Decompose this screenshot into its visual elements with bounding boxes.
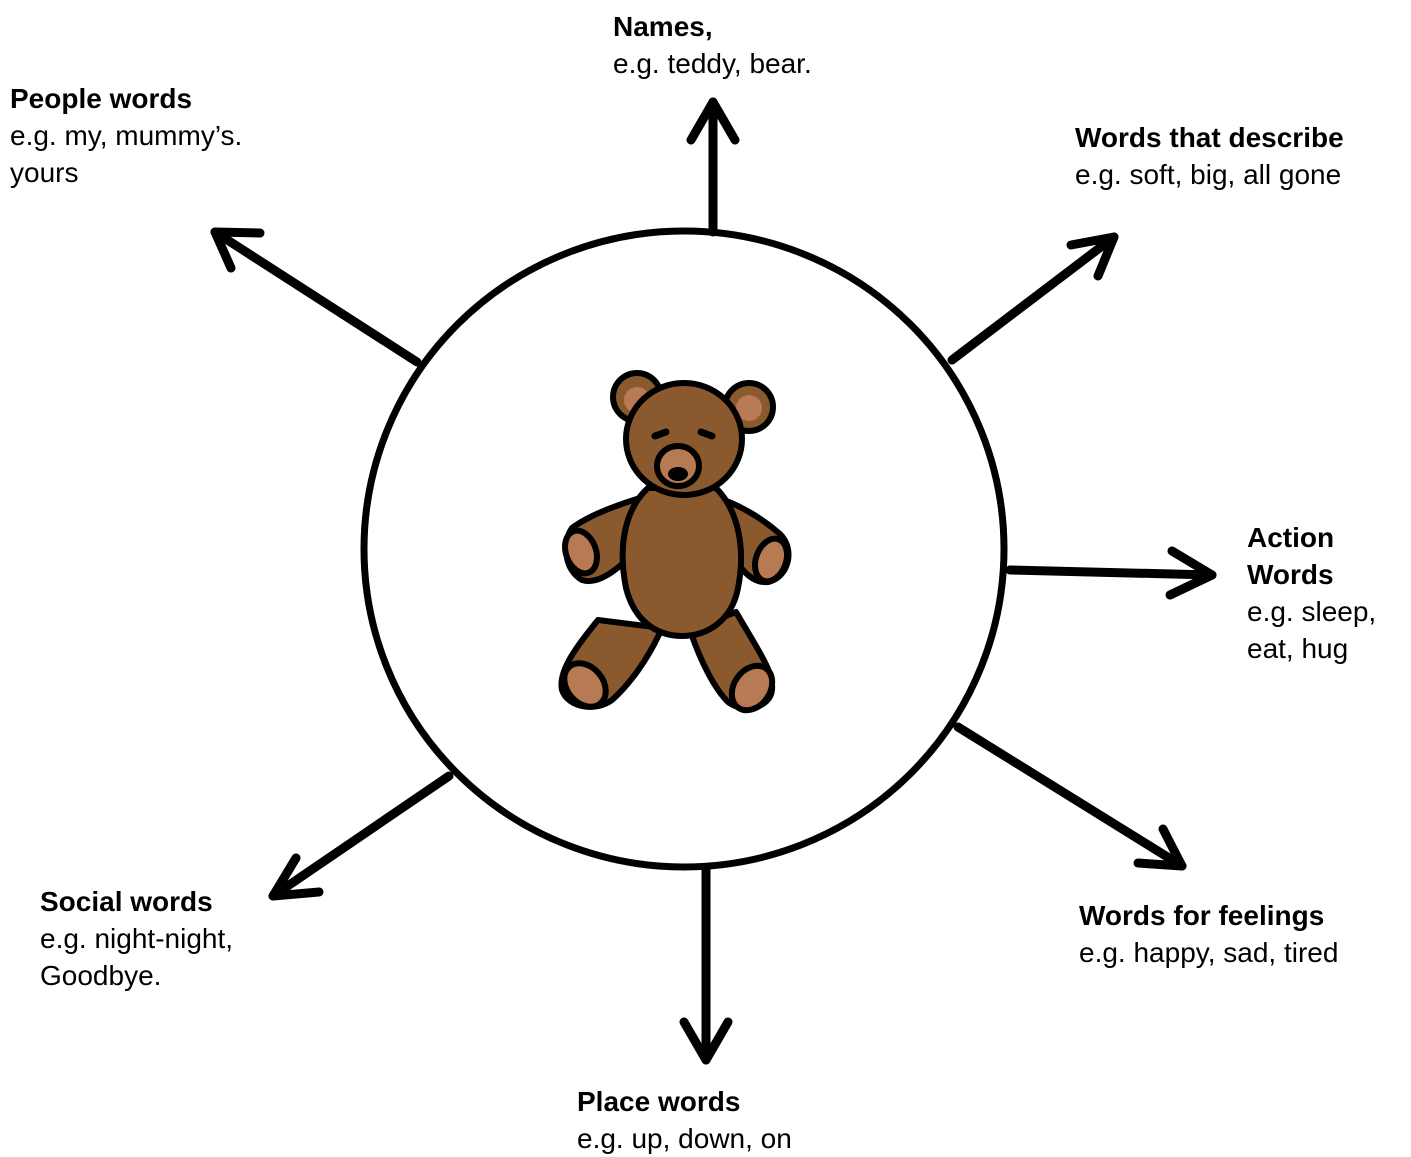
label-describe-example: e.g. soft, big, all gone — [1075, 159, 1342, 190]
arrow-people — [215, 232, 417, 362]
bear-body — [623, 488, 741, 636]
label-action — [1247, 519, 1376, 667]
label-names-example: e.g. teddy, bear. — [613, 48, 812, 79]
arrow-place — [684, 868, 728, 1060]
label-place — [577, 1083, 792, 1157]
label-people-heading: People words — [10, 83, 193, 114]
label-action-heading-line-2: Words — [1247, 559, 1334, 590]
label-describe-heading: Words that describe — [1075, 122, 1344, 153]
bear-left-eye — [655, 432, 666, 436]
label-social — [40, 883, 233, 994]
arrow-describe — [952, 237, 1114, 360]
label-feelings-heading: Words for feelings — [1079, 900, 1325, 931]
arrow-action — [1010, 551, 1212, 595]
bear-right-eye — [701, 432, 712, 436]
label-action-example-line-2: eat, hug — [1247, 633, 1349, 664]
label-place-heading: Place words — [577, 1086, 741, 1117]
label-place-example: e.g. up, down, on — [577, 1123, 792, 1154]
arrow-names — [691, 102, 735, 232]
label-social-heading: Social words — [40, 886, 213, 917]
label-people — [10, 80, 242, 191]
label-people-example-line-2: yours — [10, 157, 79, 188]
arrow-feelings — [958, 727, 1182, 866]
label-feelings — [1079, 897, 1338, 971]
label-names-heading: Names, — [613, 11, 713, 42]
bear-nose — [668, 467, 688, 481]
label-action-heading-line-1: Action — [1247, 522, 1335, 553]
label-describe — [1075, 119, 1344, 193]
label-social-example-line-2: Goodbye. — [40, 960, 162, 991]
arrow-social — [273, 776, 449, 896]
label-action-example-line-1: e.g. sleep, — [1247, 596, 1377, 627]
label-social-example-line-1: e.g. night-night, — [40, 923, 234, 954]
label-people-example-line-1: e.g. my, mummy’s. — [10, 120, 243, 151]
label-names — [613, 8, 812, 82]
label-feelings-example: e.g. happy, sad, tired — [1079, 937, 1339, 968]
